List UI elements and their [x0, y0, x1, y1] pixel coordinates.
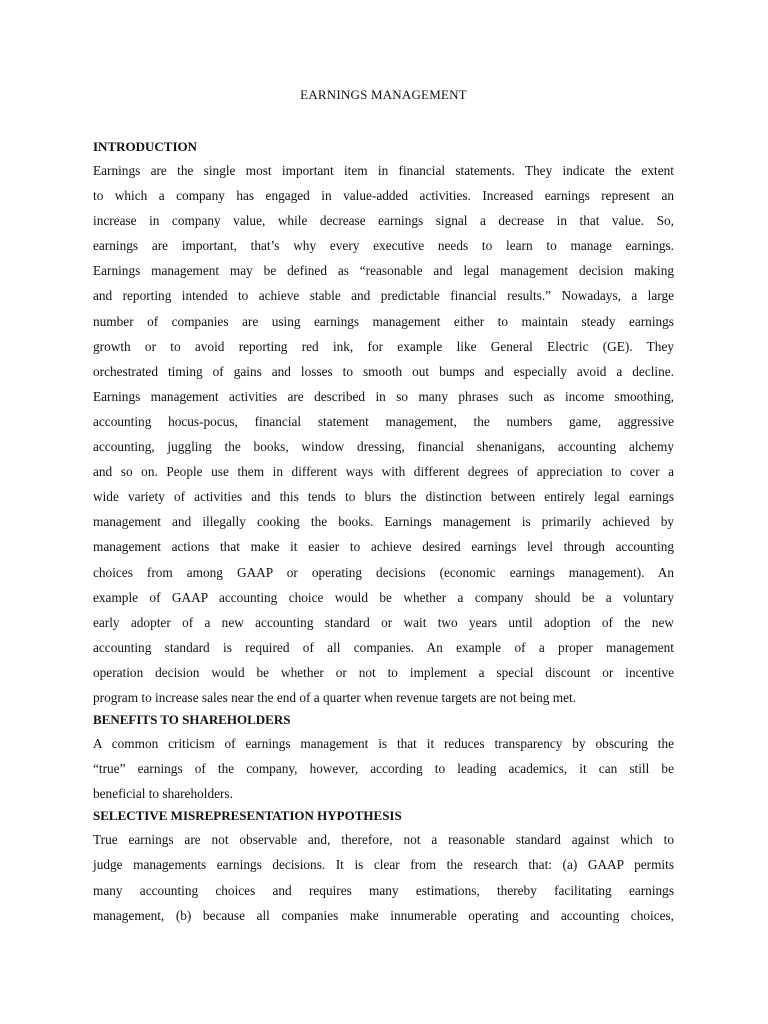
paragraph-line: many accounting choices and requires many estimations, thereby facilitating earnings: [93, 882, 674, 898]
paragraph-line: accounting standard is required of all companies. An example of a proper management: [93, 639, 674, 655]
section-heading-selective-misrepresentation: SELECTIVE MISREPRESENTATION HYPOTHESIS: [93, 808, 402, 824]
paragraph-line: and reporting intended to achieve stable and predictable financial results.” Nowadays, a large: [93, 288, 674, 304]
paragraph-line: operation decision would be whether or not to implement a special discount or incentive: [93, 664, 674, 680]
paragraph-line: to which a company has engaged in value-added activities. Increased earnings represent an: [93, 188, 674, 204]
section-heading-benefits: BENEFITS TO SHAREHOLDERS: [93, 712, 291, 728]
paragraph-line: management, (b) because all companies make innumerable operating and accounting choices,: [93, 907, 674, 923]
section-heading-introduction: INTRODUCTION: [93, 139, 198, 154]
paragraph-line: and so on. People use them in different ways with different degrees of appreciation to cover a: [93, 464, 674, 480]
paragraph-line: A common criticism of earnings management is that it reduces transparency by obscuring the: [93, 736, 674, 752]
paragraph-line: program to increase sales near the end of a quarter when revenue targets are not being met.: [93, 689, 577, 705]
paragraph-line: growth or to avoid reporting red ink, for example like General Electric (GE). They: [93, 338, 674, 354]
section-body-selective-misrepresentation: [93, 827, 674, 927]
paragraph-line: “true” earnings of the company, however, according to leading academics, it can still be: [93, 761, 674, 777]
paragraph-line: beneficial to shareholders.: [93, 786, 233, 802]
paragraph-line: management actions that make it easier to achieve desired earnings level through accounting: [93, 539, 674, 555]
paragraph-line: Earnings management may be defined as “reasonable and legal management decision making: [93, 263, 674, 279]
paragraph-line: increase in company value, while decrease earnings signal a decrease in that value. So,: [93, 213, 674, 229]
paragraph-line: choices from among GAAP or operating decisions (economic earnings management). An: [93, 564, 674, 580]
paragraph-line: accounting hocus-pocus, financial statement management, the numbers game, aggressive: [93, 413, 674, 429]
paragraph-line: management and illegally cooking the books. Earnings management is primarily achieved by: [93, 514, 674, 530]
paragraph-line: wide variety of activities and this tends to blurs the distinction between entirely legal earnings: [93, 489, 674, 505]
section-body-benefits: [93, 731, 674, 806]
paragraph-line: orchestrated timing of gains and losses to smooth out bumps and especially avoid a decline.: [93, 363, 674, 379]
paragraph-line: Earnings management activities are described in so many phrases such as income smoothing,: [93, 388, 674, 404]
section-body-introduction: [93, 158, 674, 710]
document-page: [93, 85, 674, 928]
paragraph-line: number of companies are using earnings management either to maintain steady earnings: [93, 313, 674, 329]
paragraph-line: Earnings are the single most important item in financial statements. They indicate the extent: [93, 163, 674, 178]
paragraph-line: judge managements earnings decisions. It is clear from the research that: (a) GAAP permits: [93, 857, 674, 873]
paragraph-line: accounting, juggling the books, window dressing, financial shenanigans, accounting alchemy: [93, 439, 674, 455]
document-title: EARNINGS MANAGEMENT: [300, 87, 467, 102]
paragraph-line: example of GAAP accounting choice would be whether a company should be a voluntary: [93, 589, 674, 605]
paragraph-line: True earnings are not observable and, therefore, not a reasonable standard against which to: [93, 832, 674, 848]
paragraph-line: early adopter of a new accounting standard or wait two years until adoption of the new: [93, 614, 674, 630]
paragraph-line: earnings are important, that’s why every executive needs to learn to manage earnings.: [93, 238, 674, 254]
